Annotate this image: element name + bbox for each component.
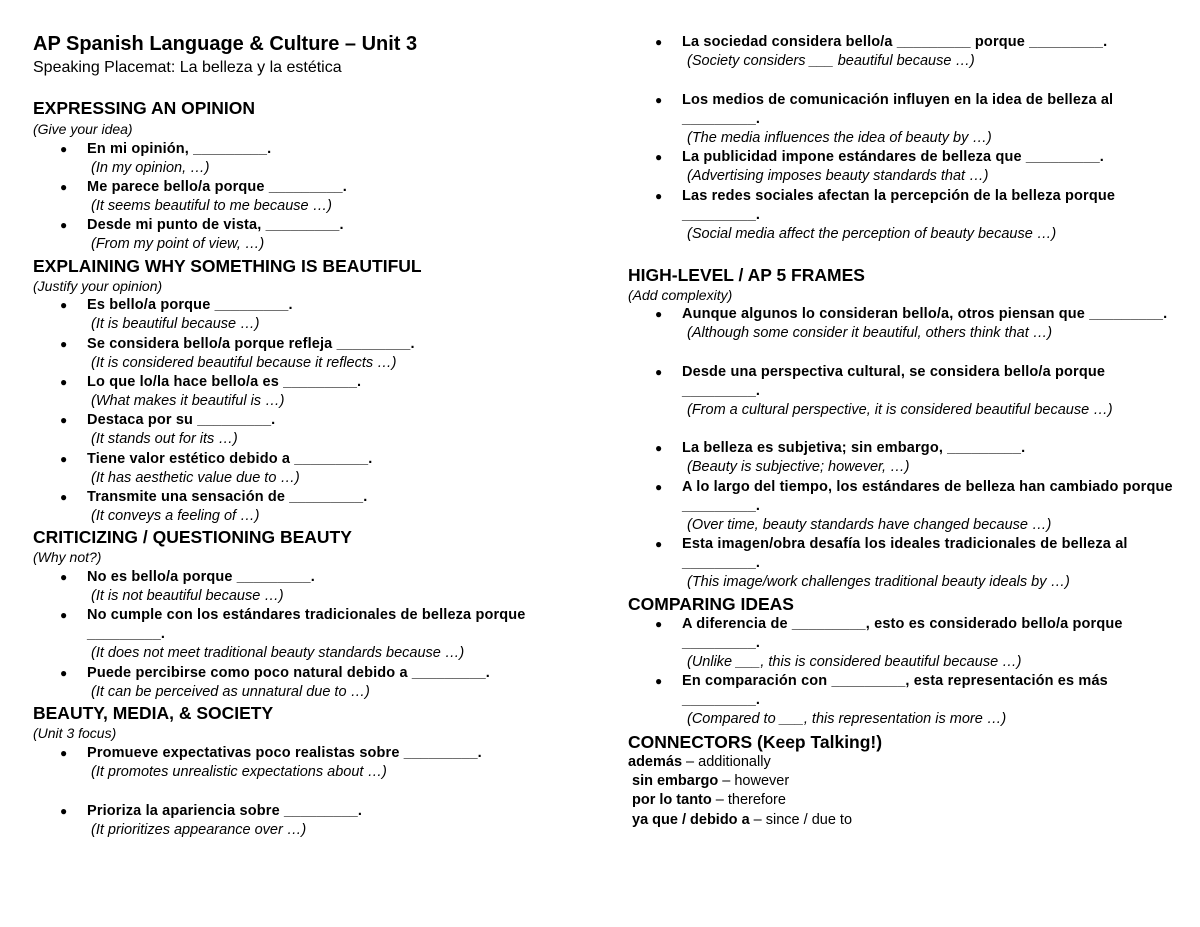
list-item — [655, 535, 1173, 592]
bullet-icon: ● — [60, 746, 68, 760]
phrase-english: (What makes it beautiful is …) — [91, 393, 285, 409]
phrase-spanish: En comparación con _________, esta representación es más _________. — [682, 673, 1108, 708]
list-item — [60, 411, 593, 449]
list-item — [655, 439, 1173, 477]
connector-item — [628, 753, 771, 772]
list-item — [60, 568, 593, 606]
phrase-spanish: Me parece bello/a porque _________. — [87, 179, 347, 195]
phrase-spanish: La publicidad impone estándares de belleza que _________. — [682, 149, 1104, 165]
list-item — [60, 606, 553, 663]
phrase-english: (It can be perceived as unnatural due to …) — [91, 684, 370, 700]
page-title: AP Spanish Language & Culture – Unit 3 — [33, 33, 418, 55]
phrase-english: (The media influences the idea of beauty by …) — [687, 130, 992, 146]
list-item — [60, 488, 593, 526]
phrase-spanish: Lo que lo/la hace bello/a es _________. — [87, 374, 362, 390]
phrase-english: (In my opinion, …) — [91, 160, 210, 176]
phrase-spanish: Los medios de comunicación influyen en la idea de belleza al _________. — [682, 92, 1114, 127]
phrase-english: (This image/work challenges traditional beauty ideals by …) — [687, 574, 1070, 590]
phrase-english: (Beauty is subjective; however, …) — [687, 459, 910, 475]
connector-item — [632, 791, 786, 810]
connector-meaning: additionally — [698, 754, 771, 770]
connector-separator: – — [749, 812, 766, 828]
bullet-icon: ● — [60, 804, 68, 818]
list-item — [655, 148, 1173, 186]
phrase-english: (It is not beautiful because …) — [91, 588, 284, 604]
phrase-spanish: Desde mi punto de vista, _________. — [87, 217, 344, 233]
phrase-english: (It seems beautiful to me because …) — [91, 198, 332, 214]
connector-term: sin embargo — [632, 773, 719, 789]
connector-separator: – — [682, 754, 699, 770]
list-item — [655, 672, 1173, 729]
phrase-english: (It promotes unrealistic expectations about …) — [91, 764, 387, 780]
section-note-criticizing: (Why not?) — [33, 549, 102, 565]
phrase-english: (Although some consider it beautiful, others think that …) — [687, 325, 1053, 341]
phrase-spanish: Es bello/a porque _________. — [87, 297, 293, 313]
phrase-english: (Compared to ___, this representation is more …) — [687, 711, 1007, 727]
bullet-icon: ● — [60, 337, 68, 351]
bullet-icon: ● — [60, 142, 68, 156]
connector-term: además — [628, 754, 683, 770]
phrase-spanish: Promueve expectativas poco realistas sobre _________. — [87, 745, 482, 761]
section-heading-connectors: CONNECTORS (Keep Talking!) — [628, 732, 883, 752]
list-item — [60, 140, 593, 178]
connector-item — [632, 811, 852, 830]
bullet-icon: ● — [60, 180, 68, 194]
list-item — [60, 373, 593, 411]
bullet-icon: ● — [655, 441, 663, 455]
section-heading-opinion: EXPRESSING AN OPINION — [33, 98, 256, 118]
phrase-english: (It prioritizes appearance over …) — [91, 822, 307, 838]
phrase-spanish: Se considera bello/a porque refleja _________. — [87, 336, 415, 352]
section-heading-criticizing: CRITICIZING / QUESTIONING BEAUTY — [33, 527, 352, 547]
section-note-media: (Unit 3 focus) — [33, 725, 117, 741]
list-item — [655, 305, 1173, 343]
list-item — [655, 615, 1173, 672]
list-item — [60, 335, 593, 373]
connector-separator: – — [718, 773, 735, 789]
phrase-spanish: Prioriza la apariencia sobre _________. — [87, 803, 363, 819]
bullet-icon: ● — [60, 452, 68, 466]
connector-meaning: since / due to — [765, 812, 853, 828]
phrase-spanish: Desde una perspectiva cultural, se considera bello/a porque _________. — [682, 364, 1106, 399]
section-heading-highlevel: HIGH-LEVEL / AP 5 FRAMES — [628, 265, 865, 285]
phrase-spanish: No es bello/a porque _________. — [87, 569, 315, 585]
phrase-english: (It does not meet traditional beauty standards because …) — [91, 645, 465, 661]
phrase-spanish: No cumple con los estándares tradicionales de belleza porque _________. — [87, 607, 526, 642]
phrase-spanish: A diferencia de _________, esto es considerado bello/a porque _________. — [682, 616, 1123, 651]
phrase-english: (It conveys a feeling of …) — [91, 508, 260, 524]
bullet-icon: ● — [655, 307, 663, 321]
list-item — [60, 178, 593, 216]
phrase-spanish: Destaca por su _________. — [87, 412, 276, 428]
phrase-english: (Advertising imposes beauty standards that …) — [687, 168, 989, 184]
phrase-english: (It is considered beautiful because it reflects …) — [91, 355, 397, 371]
connector-meaning: however — [734, 773, 790, 789]
bullet-icon: ● — [655, 93, 663, 107]
connector-meaning: therefore — [727, 792, 786, 808]
phrase-spanish: Puede percibirse como poco natural debido a _________. — [87, 665, 490, 681]
phrase-spanish: Transmite una sensación de _________. — [87, 489, 368, 505]
list-item — [60, 664, 593, 702]
list-item — [60, 296, 593, 334]
phrase-english: (It stands out for its …) — [91, 431, 238, 447]
bullet-icon: ● — [60, 375, 68, 389]
bullet-icon: ● — [655, 537, 663, 551]
phrase-spanish: Esta imagen/obra desafía los ideales tradicionales de belleza al _________. — [682, 536, 1128, 571]
bullet-icon: ● — [655, 674, 663, 688]
phrase-english: (Society considers ___ beautiful because …) — [687, 53, 975, 69]
list-item — [60, 450, 593, 488]
bullet-icon: ● — [60, 608, 68, 622]
phrase-spanish: La belleza es subjetiva; sin embargo, _________. — [682, 440, 1026, 456]
bullet-icon: ● — [60, 570, 68, 584]
phrase-english: (It is beautiful because …) — [91, 316, 260, 332]
bullet-icon: ● — [655, 150, 663, 164]
bullet-icon: ● — [655, 365, 663, 379]
section-note-opinion: (Give your idea) — [33, 121, 133, 137]
phrase-english: (From a cultural perspective, it is considered beautiful because …) — [687, 402, 1113, 418]
phrase-spanish: La sociedad considera bello/a _________ porque _________. — [682, 34, 1108, 50]
phrase-english: (Social media affect the perception of beauty because …) — [687, 226, 1057, 242]
section-heading-explaining: EXPLAINING WHY SOMETHING IS BEAUTIFUL — [33, 256, 422, 276]
phrase-spanish: Tiene valor estético debido a _________. — [87, 451, 373, 467]
bullet-icon: ● — [655, 35, 663, 49]
bullet-icon: ● — [655, 617, 663, 631]
connector-separator: – — [711, 792, 728, 808]
list-item — [655, 478, 1173, 535]
phrase-spanish: A lo largo del tiempo, los estándares de belleza han cambiado porque _________. — [682, 479, 1173, 514]
bullet-icon: ● — [655, 480, 663, 494]
list-item — [60, 802, 593, 840]
connector-term: ya que / debido a — [632, 812, 750, 828]
phrase-english: (Over time, beauty standards have changed because …) — [687, 517, 1052, 533]
section-heading-media: BEAUTY, MEDIA, & SOCIETY — [33, 703, 274, 723]
bullet-icon: ● — [60, 490, 68, 504]
list-item — [655, 187, 1123, 244]
page-subtitle: Speaking Placemat: La belleza y la estética — [33, 59, 342, 76]
phrase-english: (Unlike ___, this is considered beautiful because …) — [687, 654, 1022, 670]
phrase-english: (From my point of view, …) — [91, 236, 265, 252]
connector-term: por lo tanto — [632, 792, 712, 808]
phrase-spanish: En mi opinión, _________. — [87, 141, 272, 157]
bullet-icon: ● — [60, 298, 68, 312]
list-item — [655, 363, 1173, 420]
section-note-highlevel: (Add complexity) — [628, 287, 733, 303]
phrase-english: (It has aesthetic value due to …) — [91, 470, 300, 486]
list-item — [655, 33, 1113, 71]
bullet-icon: ● — [60, 413, 68, 427]
connector-item — [632, 772, 789, 791]
bullet-icon: ● — [60, 218, 68, 232]
section-note-explaining: (Justify your opinion) — [33, 278, 163, 294]
list-item — [60, 744, 593, 782]
bullet-icon: ● — [60, 666, 68, 680]
phrase-spanish: Las redes sociales afectan la percepción de la belleza porque _________. — [682, 188, 1116, 223]
list-item — [60, 216, 593, 254]
phrase-spanish: Aunque algunos lo consideran bello/a, otros piensan que _________. — [682, 306, 1168, 322]
section-heading-comparing: COMPARING IDEAS — [628, 594, 794, 614]
list-item — [655, 91, 1173, 148]
bullet-icon: ● — [655, 189, 663, 203]
